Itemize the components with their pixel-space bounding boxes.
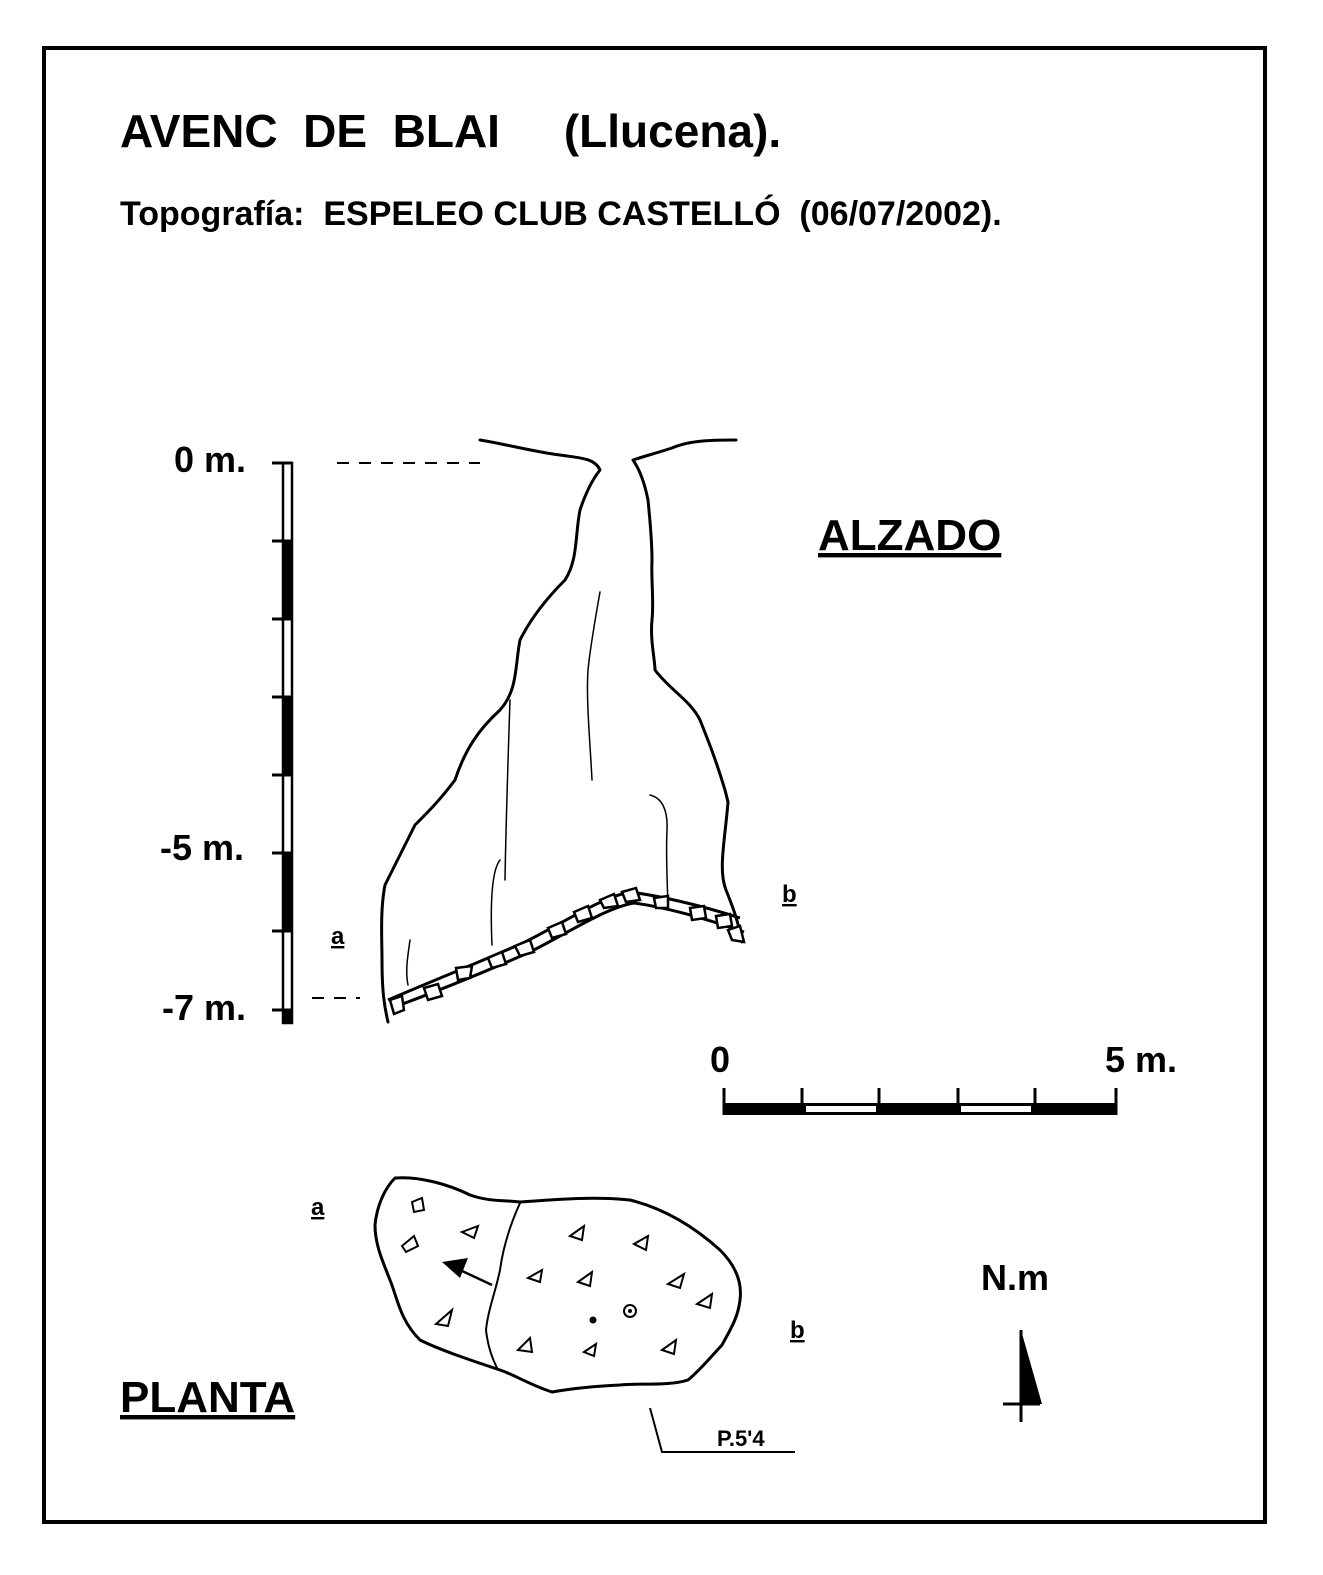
plan-outline [375,1178,740,1392]
survey-date: (06/07/2002). [799,195,1002,233]
elevation-section [160,439,1001,1028]
depth-scale-segment [283,541,292,619]
depth-label-5: -5 m. [159,827,244,868]
plan-heading: PLANTA [120,1373,296,1422]
elevation-section-a: a [331,923,345,950]
plan-section-a: a [311,1194,325,1221]
floor-upper-line [388,892,740,1000]
survey-club: ESPELEO CLUB CASTELLÓ [323,195,781,233]
cave-locality: (Llucena). [563,105,782,157]
plan-section-b: b [790,1317,805,1344]
scale-bar-end: 5 m. [1105,1039,1178,1080]
north-label: N.m [980,1257,1050,1298]
boulder-floor [388,888,744,1014]
survey-station-center [628,1309,632,1313]
pitch-label: P.5'4 [717,1426,765,1451]
elevation-heading: ALZADO [818,511,1002,560]
wall-relief-lines [407,592,668,985]
depth-scale-segment [283,1010,292,1023]
north-arrow [981,1257,1049,1422]
plan-view [120,1178,805,1452]
depth-scale [272,463,292,1023]
depth-label-7: -7 m. [161,987,246,1028]
scale-bar-start: 0 [710,1039,731,1080]
horizontal-scale-bar [710,1039,1177,1115]
scale-bar-body [723,1103,1117,1115]
floor-boulders [390,888,744,1014]
scale-bar-gap [806,1106,876,1112]
elevation-section-b: b [782,881,797,908]
north-arrow-head [1021,1330,1042,1404]
scale-bar-gap [961,1106,1031,1112]
survey-label: Topografía: [120,195,305,233]
station-point [590,1317,597,1324]
depth-scale-segment [283,697,292,775]
east-wall [633,440,742,942]
depth-scale-segment [283,853,292,931]
cave-name: AVENC DE BLAI [120,105,500,157]
depth-label-0: 0 m. [173,439,246,480]
